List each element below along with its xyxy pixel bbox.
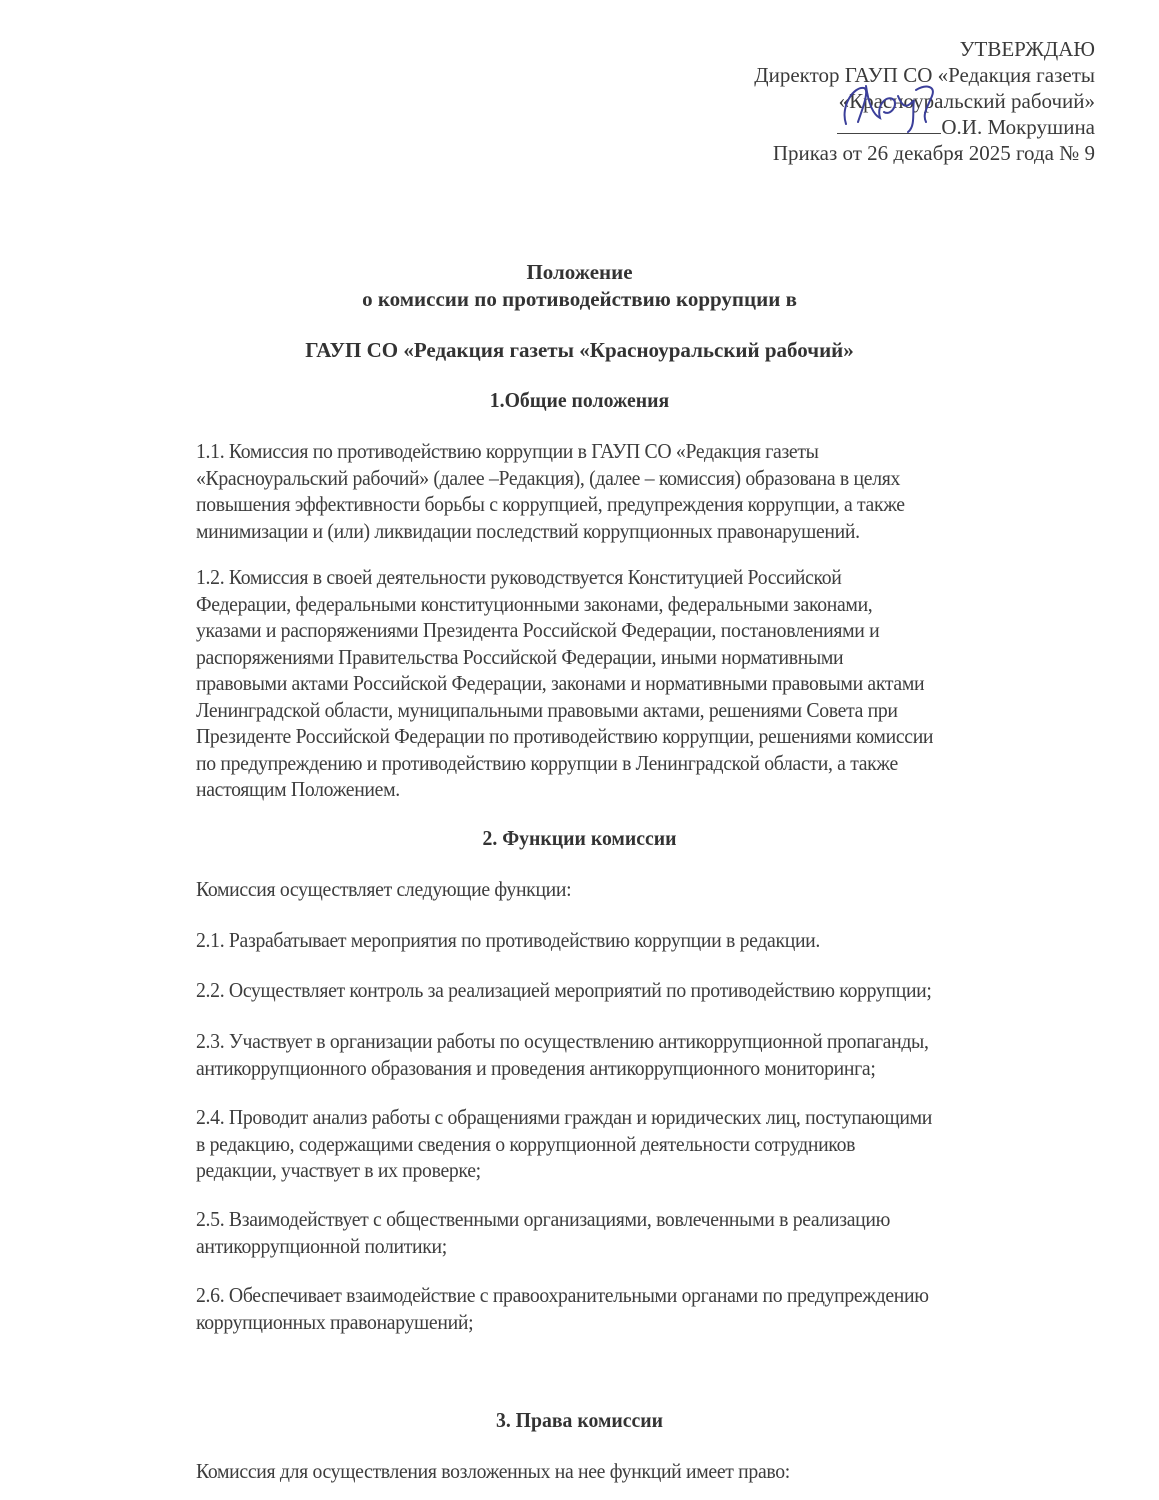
text-line: Президенте Российской Федерации по противодействию коррупции, решениями комиссии <box>196 724 934 748</box>
paragraph-2-2 <box>196 977 1117 1004</box>
text-line: 1.1. Комиссия по противодействию коррупции в ГАУП СО «Редакция газеты <box>196 439 819 463</box>
approval-stamp-word: УТВЕРЖДАЮ <box>959 37 1095 61</box>
text-line: в редакцию, содержащими сведения о коррупционной деятельности сотрудников <box>196 1131 856 1156</box>
paragraph-2-intro <box>196 876 1117 903</box>
organization-title: ГАУП СО «Редакция газеты «Красноуральский рабочий» <box>305 338 854 362</box>
text-line: редакции, участвует в их проверке; <box>196 1158 481 1182</box>
text-line: Комиссия для осуществления возложенных на нее функций имеет право: <box>196 1459 790 1483</box>
text-line: 2.5. Взаимодействует с общественными организациями, вовлеченными в реализацию <box>196 1207 891 1231</box>
section-1-heading: 1.Общие положения <box>489 388 670 412</box>
document-subtitle: о комиссии по противодействию коррупции в <box>362 287 797 311</box>
text-line: Ленинградской области, муниципальными правовыми актами, решениями Совета при <box>196 697 898 722</box>
text-line: указами и распоряжениями Президента Российской Федерации, постановлениями и <box>196 618 880 642</box>
text-line: 2.2. Осуществляет контроль за реализацией мероприятий по противодействию коррупции; <box>196 978 932 1002</box>
paragraph-1-2 <box>196 564 1117 803</box>
paragraph-2-4 <box>196 1104 1117 1184</box>
approver-position: Директор ГАУП СО «Редакция газеты <box>754 63 1095 87</box>
document-title: Положение <box>526 260 633 284</box>
text-line: 2.4. Проводит анализ работы с обращениями граждан и юридических лиц, поступающими <box>196 1105 933 1129</box>
text-line: антикоррупционной политики; <box>196 1233 447 1258</box>
paragraph-2-1 <box>196 927 1117 954</box>
section-2-heading: 2. Функции комиссии <box>482 826 677 850</box>
handwritten-signature <box>836 66 946 136</box>
text-line: 2.3. Участвует в организации работы по осуществлению антикоррупционной пропаганды, <box>196 1029 929 1053</box>
text-line: 1.2. Комиссия в своей деятельности руководствуется Конституцией Российской <box>196 565 842 589</box>
text-line: 2.6. Обеспечивает взаимодействие с правоохранительными органами по предупреждению <box>196 1283 929 1307</box>
text-line: минимизации и (или) ликвидации последствий коррупционных правонарушений. <box>196 518 860 543</box>
paragraph-1-1 <box>196 438 1117 544</box>
paragraph-2-5 <box>196 1206 1117 1259</box>
text-line: Комиссия осуществляет следующие функции: <box>196 877 572 901</box>
approver-organization: «Красноуральский рабочий» <box>838 89 1095 113</box>
text-line: «Красноуральский рабочий» (далее –Редакция), (далее – комиссия) образована в целях <box>196 465 901 490</box>
text-line: антикоррупционного образования и проведения антикоррупционного мониторинга; <box>196 1055 876 1080</box>
text-line: по предупреждению и противодействию коррупции в Ленинградской области, а также <box>196 750 898 775</box>
paragraph-3-intro <box>196 1458 1117 1485</box>
text-line: Федерации, федеральными конституционными законами, федеральными законами, <box>196 591 873 616</box>
paragraph-2-3 <box>196 1028 1117 1081</box>
text-line: настоящим Положением. <box>196 777 400 801</box>
text-line: правовыми актами Российской Федерации, законами и нормативными правовыми актами <box>196 671 925 695</box>
signer-name: О.И. Мокрушина <box>941 115 1095 139</box>
text-line: 2.1. Разрабатывает мероприятия по противодействию коррупции в редакции. <box>196 928 821 952</box>
order-reference: Приказ от 26 декабря 2025 года № 9 <box>772 141 1095 165</box>
section-3-heading: 3. Права комиссии <box>495 1408 664 1432</box>
text-line: повышения эффективности борьбы с коррупцией, предупреждения коррупции, а также <box>196 492 905 516</box>
text-line: распоряжениями Правительства Российской Федерации, иными нормативными <box>196 644 844 669</box>
paragraph-2-6 <box>196 1282 1117 1335</box>
text-line: коррупционных правонарушений; <box>196 1309 474 1334</box>
